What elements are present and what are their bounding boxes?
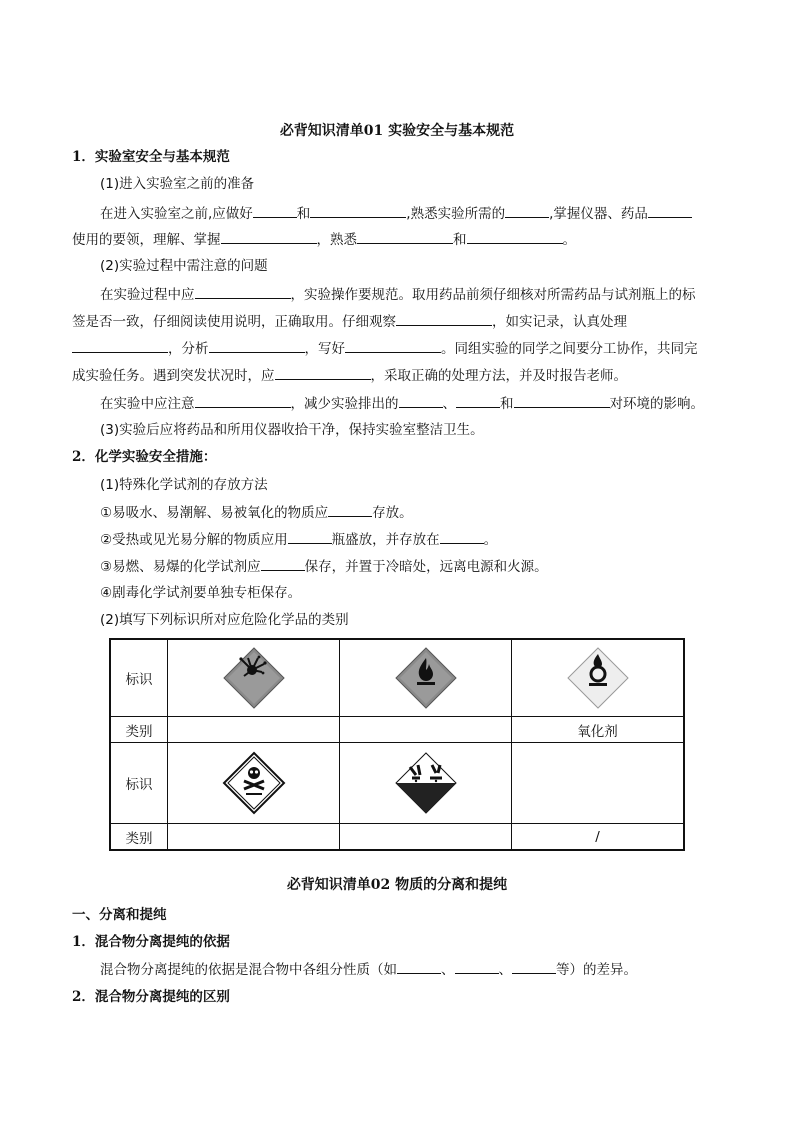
list02-s1-paragraph xyxy=(100,959,637,980)
fill-blank[interactable] xyxy=(512,959,556,974)
fill-blank[interactable] xyxy=(514,393,610,408)
fill-blank[interactable] xyxy=(195,393,291,408)
text: ,熟悉实验所需的 xyxy=(406,206,506,222)
text: 、 xyxy=(498,962,512,978)
fill-blank[interactable] xyxy=(310,203,406,218)
sign-cell xyxy=(168,743,340,824)
list01-title: 必背知识清单01 实验安全与基本规范 xyxy=(279,123,515,139)
hazard-sign-table xyxy=(109,638,685,851)
fill-blank[interactable] xyxy=(456,393,500,408)
list02-s1-heading: 1．混合物分离提纯的依据 xyxy=(72,934,230,950)
sign-cell xyxy=(340,639,512,717)
text: ，实验操作要规范。取用药品前须仔细核对所需药品与试剂瓶上的标 xyxy=(290,287,696,303)
category-cell[interactable] xyxy=(340,717,512,743)
text: ，如实记录，认真处理 xyxy=(492,314,627,330)
corrosive-icon xyxy=(394,751,458,815)
s2-heading: 2．化学实验安全措施： xyxy=(72,449,217,465)
s2-p1-heading: (1)特殊化学试剂的存放方法 xyxy=(100,477,268,493)
text: ①易吸水、易潮解、易被氧化的物质应 xyxy=(100,505,329,521)
fill-blank[interactable] xyxy=(399,393,443,408)
table-row xyxy=(110,743,684,824)
text: ②受热或见光易分解的物质应用 xyxy=(100,532,288,548)
text: 和 xyxy=(296,206,311,222)
text: 使用的要领，理解、掌握 xyxy=(72,232,221,248)
fill-blank[interactable] xyxy=(195,284,291,299)
text: 保存，并置于冷暗处，远离电源和火源。 xyxy=(304,559,548,575)
s1-p2-line2 xyxy=(72,311,627,332)
s1-p2-line4 xyxy=(72,365,627,386)
text: 在实验过程中应 xyxy=(100,287,195,303)
row-label: 标识 xyxy=(110,743,168,824)
part1-heading: 一、分离和提纯 xyxy=(72,907,167,923)
oxidizer-icon xyxy=(566,646,630,710)
list02-title: 必背知识清单02 物质的分离和提纯 xyxy=(286,877,508,893)
text: ，写好 xyxy=(304,341,345,357)
text: ，减少实验排出的 xyxy=(290,396,399,412)
s1-p1-line2 xyxy=(72,229,576,250)
category-cell: / xyxy=(512,824,685,851)
list02-s2-heading: 2．混合物分离提纯的区别 xyxy=(72,989,230,1005)
fill-blank[interactable] xyxy=(467,229,563,244)
row-label: 标识 xyxy=(110,639,168,717)
fill-blank[interactable] xyxy=(397,959,441,974)
s1-p1-heading: (1)进入实验室之前的准备 xyxy=(100,176,255,192)
text: 、 xyxy=(441,962,455,978)
text: ，采取正确的处理方法，并及时报告老师。 xyxy=(370,368,627,384)
text: 成实验任务。遇到突发状况时，应 xyxy=(72,368,275,384)
text: 和 xyxy=(500,396,514,412)
text: 、 xyxy=(442,396,456,412)
s1-p2-heading: (2)实验过程中需注意的问题 xyxy=(100,258,268,274)
row-label: 类别 xyxy=(110,824,168,851)
s2-item1 xyxy=(100,502,413,523)
text: 。 xyxy=(562,232,576,248)
fill-blank[interactable] xyxy=(396,311,492,326)
category-cell[interactable] xyxy=(168,824,340,851)
sign-cell xyxy=(340,743,512,824)
fill-blank[interactable] xyxy=(288,529,332,544)
toxic-icon xyxy=(222,751,286,815)
s2-item2 xyxy=(100,529,497,550)
sign-cell xyxy=(168,639,340,717)
s1-p2-line5 xyxy=(100,393,704,414)
s1-p2-line3 xyxy=(72,338,698,359)
sign-cell-empty xyxy=(512,743,685,824)
fill-blank[interactable] xyxy=(72,338,168,353)
row-label: 类别 xyxy=(110,717,168,743)
text: 等）的差异。 xyxy=(556,962,637,978)
s2-p2-heading: (2)填写下列标识所对应危险化学品的类别 xyxy=(100,612,349,628)
table-row xyxy=(110,824,684,851)
text: ，熟悉 xyxy=(316,232,357,248)
s1-p1-line1 xyxy=(100,203,692,224)
s2-item3 xyxy=(100,556,548,577)
s2-item4: ④剧毒化学试剂要单独专柜保存。 xyxy=(100,585,302,601)
fill-blank[interactable] xyxy=(253,203,297,218)
text: 在实验中应注意 xyxy=(100,396,195,412)
text: 混合物分离提纯的依据是混合物中各组分性质（如 xyxy=(100,962,397,978)
category-cell[interactable] xyxy=(340,824,512,851)
s1-p2-line1 xyxy=(100,284,696,305)
sign-cell xyxy=(512,639,685,717)
category-cell[interactable] xyxy=(168,717,340,743)
fill-blank[interactable] xyxy=(221,229,317,244)
fill-blank[interactable] xyxy=(261,556,305,571)
text: 瓶盛放，并存放在 xyxy=(331,532,440,548)
category-cell: 氧化剂 xyxy=(512,717,685,743)
text: 对环境的影响。 xyxy=(609,396,704,412)
text: 签是否一致，仔细阅读使用说明，正确取用。仔细观察 xyxy=(72,314,396,330)
text: 和 xyxy=(453,232,467,248)
text: ，分析 xyxy=(168,341,209,357)
fill-blank[interactable] xyxy=(455,959,499,974)
flammable-icon xyxy=(394,646,458,710)
table-row xyxy=(110,639,684,717)
fill-blank[interactable] xyxy=(505,203,549,218)
fill-blank[interactable] xyxy=(328,502,372,517)
s1-p3: (3)实验后应将药品和所用仪器收拾干净，保持实验室整洁卫生。 xyxy=(100,422,484,438)
fill-blank[interactable] xyxy=(357,229,453,244)
text: 存放。 xyxy=(372,505,413,521)
text: ,掌握仪器、药品 xyxy=(549,206,648,222)
text: 。同组实验的同学之间要分工协作，共同完 xyxy=(441,341,698,357)
fill-blank[interactable] xyxy=(345,338,441,353)
fill-blank[interactable] xyxy=(440,529,484,544)
text: ③易燃、易爆的化学试剂应 xyxy=(100,559,261,575)
fill-blank[interactable] xyxy=(209,338,305,353)
fill-blank[interactable] xyxy=(648,203,692,218)
text: 。 xyxy=(483,532,498,548)
text: 在进入实验室之前,应做好 xyxy=(100,206,253,222)
explosive-icon xyxy=(222,646,286,710)
fill-blank[interactable] xyxy=(275,365,371,380)
s1-heading: 1．实验室安全与基本规范 xyxy=(72,149,230,165)
table-row xyxy=(110,717,684,743)
